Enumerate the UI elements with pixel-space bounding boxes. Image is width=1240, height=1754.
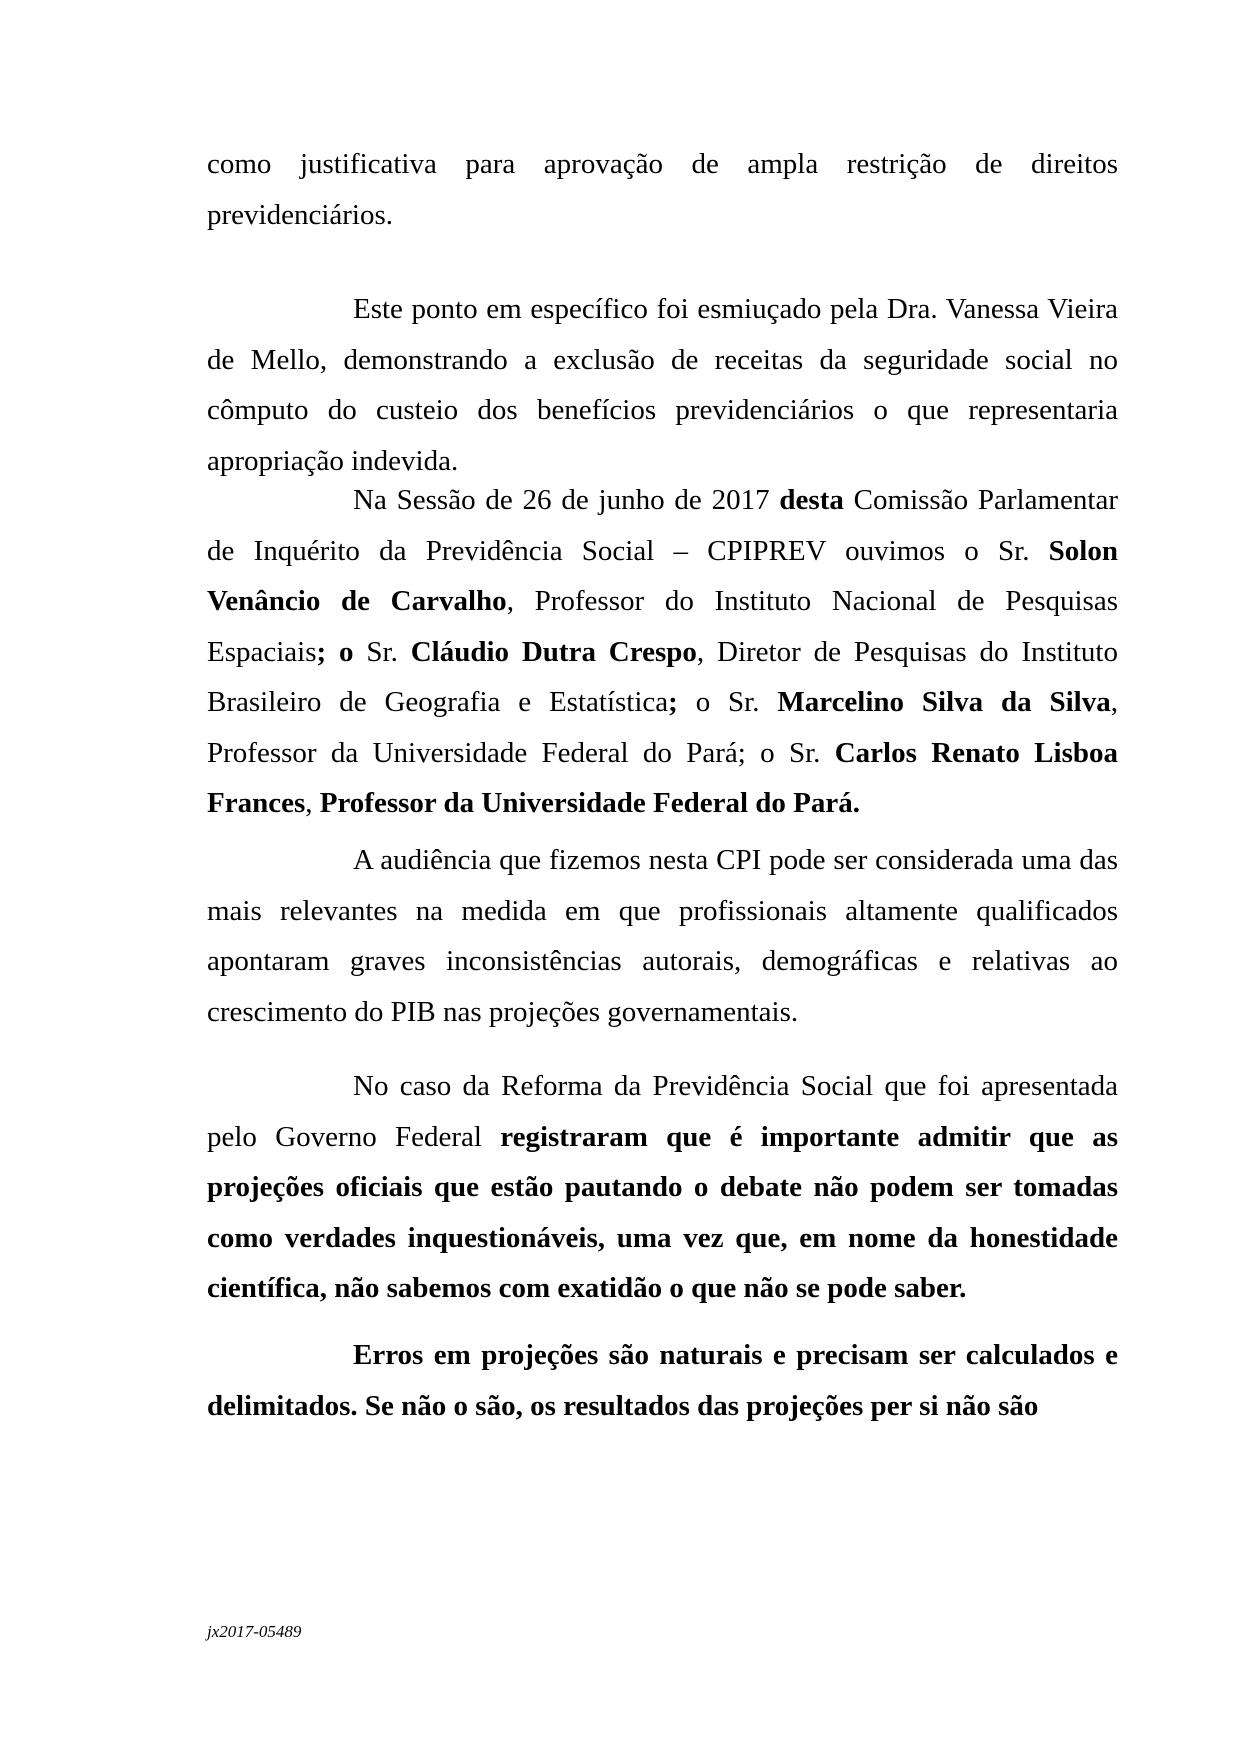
paragraph-4: [207, 835, 1118, 1037]
bold-text-run: Solon Venâncio de Carvalho: [207, 534, 1118, 617]
text-run: Na Sessão de 26 de junho de 2017: [353, 484, 780, 516]
bold-text-run: desta: [779, 484, 844, 516]
paragraph-5: [207, 1061, 1118, 1314]
bold-text-run: Professor da Universidade Federal do Pará.: [319, 787, 860, 819]
paragraph-3: [207, 475, 1118, 829]
text-run: o Sr.: [677, 686, 778, 718]
text-run: No caso da Reforma da Previdência Social que foi apresentada pelo Governo Federal: [207, 1070, 1118, 1153]
bold-text-run: Cláudio Dutra Crespo: [410, 635, 697, 668]
text-run: Sr.: [353, 635, 411, 668]
paragraph-6: [207, 1330, 1118, 1431]
bold-text-run: ;: [668, 686, 678, 718]
text-run: A audiência que fizemos nesta CPI pode ser considerada uma das mais relevantes na medida em que profissionais altamente qualificados apontaram graves inconsistências autorais, demográficas e relativas ao crescimento do PIB nas projeções governamentais.: [207, 844, 1118, 1028]
paragraph-1: [207, 139, 1118, 240]
text-run: como justificativa para aprovação de ampla restrição de direitos previdenciários.: [207, 148, 1118, 231]
text-run: Este ponto em específico foi esmiuçado pela Dra. Vanessa Vieira de Mello, demonstrando a exclusão de receitas da seguridade social no cômputo do custeio dos benefícios previdenciários o que representaria apropriação indevida.: [207, 293, 1118, 477]
text-run: , Professor da Universidade Federal do Pará; o Sr.: [207, 686, 1118, 769]
text-run: Comissão Parlamentar de Inquérito da Previdência Social – CPIPREV ouvimos o Sr.: [207, 484, 1118, 567]
bold-text-run: ; o: [316, 635, 354, 668]
bold-text-run: Carlos Renato Lisboa Frances: [207, 736, 1118, 819]
text-run: , Diretor de Pesquisas do Instituto Brasileiro de Geografia e Estatística: [207, 635, 1118, 718]
bold-text-run: Erros em projeções são naturais e precisam ser calculados e delimitados. Se não o são, os resultados das projeções per si não são: [207, 1339, 1118, 1422]
document-code: jx2017-05489: [207, 1622, 302, 1641]
text-run: , Professor do Instituto Nacional de Pesquisas Espaciais: [207, 585, 1119, 668]
text-run: ,: [305, 787, 320, 819]
paragraph-2: [207, 284, 1118, 486]
bold-text-run: registraram que é importante admitir que as projeções oficiais que estão pautando o debate não podem ser tomadas como verdades inquestionáveis, uma vez que, em nome da honestidade científica, não sabemos com exatidão o que não se pode saber.: [207, 1120, 1118, 1304]
bold-text-run: Marcelino Silva da Silva: [777, 686, 1111, 718]
